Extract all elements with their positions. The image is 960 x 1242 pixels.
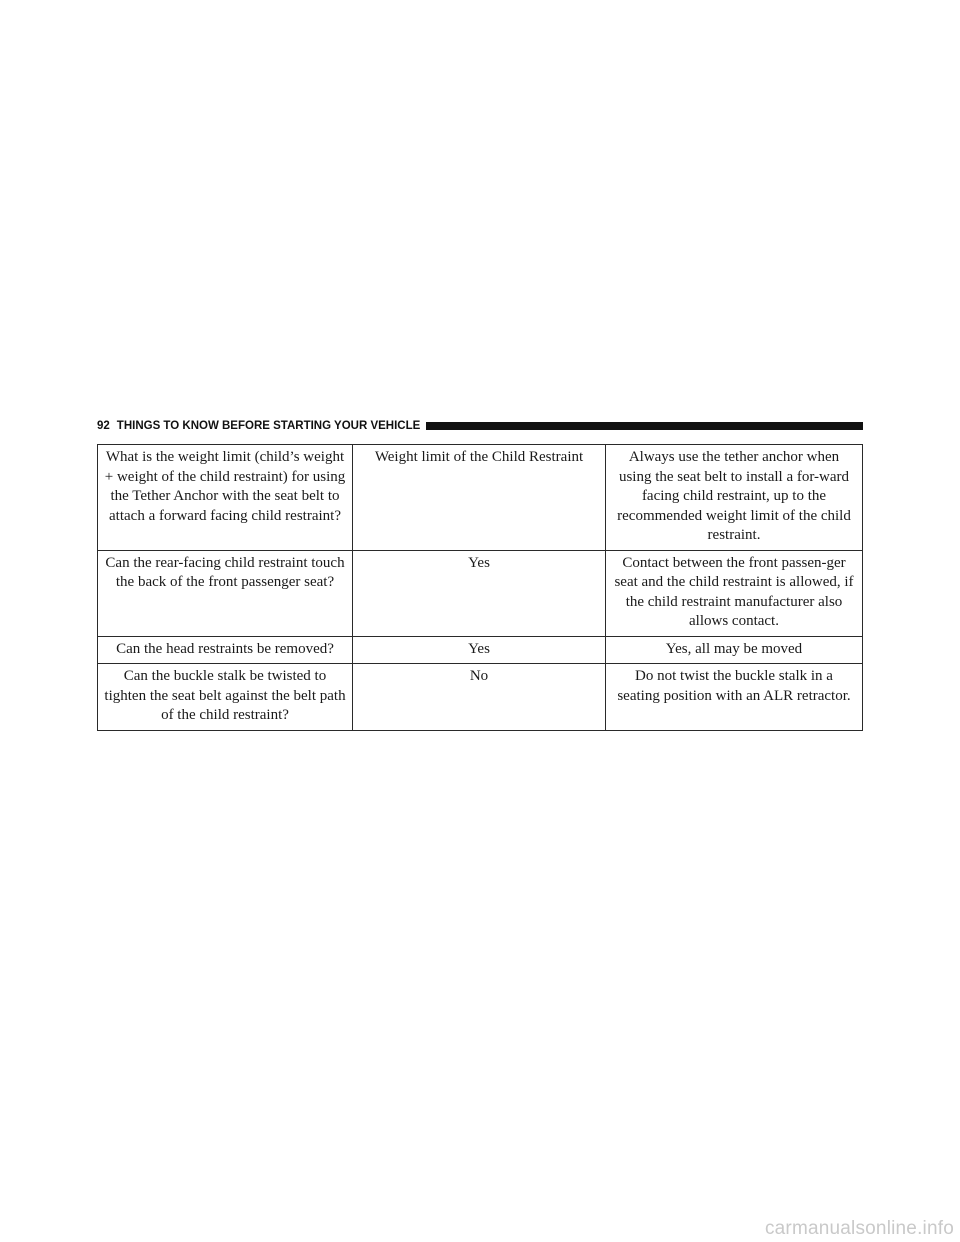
answer-cell: Weight limit of the Child Restraint — [353, 445, 606, 551]
note-cell: Yes, all may be moved — [606, 636, 863, 664]
page-header — [97, 417, 863, 435]
section-title: THINGS TO KNOW BEFORE STARTING YOUR VEHICLE — [116, 420, 421, 432]
note-cell: Contact between the front passen-ger seat and the child restraint is allowed, if the child restraint manufacturer also allows contact. — [606, 550, 863, 636]
watermark: carmanualsonline.info — [764, 1218, 954, 1239]
answer-cell: No — [353, 664, 606, 731]
note-cell: Do not twist the buckle stalk in a seating position with an ALR retractor. — [606, 664, 863, 731]
note-cell: Always use the tether anchor when using the seat belt to install a for-ward facing child restraint, up to the recommended weight limit of the child restraint. — [606, 445, 863, 551]
header-rule — [426, 422, 863, 430]
table-row — [98, 445, 863, 551]
table-row — [98, 550, 863, 636]
page-number: 92 — [97, 420, 110, 432]
child-restraint-table — [97, 444, 863, 731]
question-cell: Can the rear-facing child restraint touch the back of the front passenger seat? — [98, 550, 353, 636]
answer-cell: Yes — [353, 636, 606, 664]
table-row — [98, 636, 863, 664]
answer-cell: Yes — [353, 550, 606, 636]
question-cell: Can the buckle stalk be twisted to tighten the seat belt against the belt path of the child restraint? — [98, 664, 353, 731]
table-row — [98, 664, 863, 731]
question-cell: What is the weight limit (child’s weight + weight of the child restraint) for using the Tether Anchor with the seat belt to attach a forward facing child restraint? — [98, 445, 353, 551]
question-cell: Can the head restraints be removed? — [98, 636, 353, 664]
